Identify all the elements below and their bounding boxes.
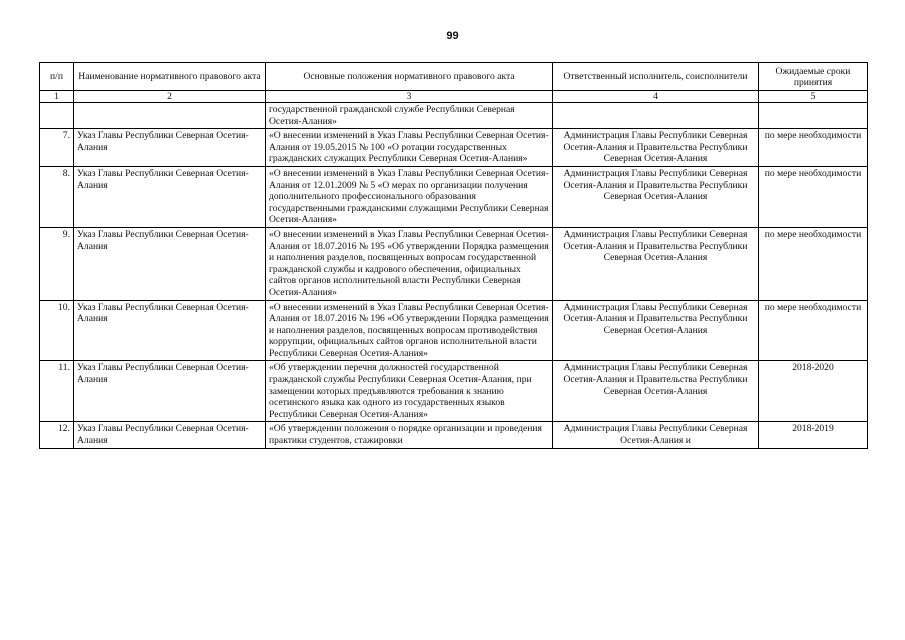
act-due-date: 2018-2020 — [759, 361, 868, 422]
row-number: 7. — [40, 129, 74, 167]
act-responsible — [553, 103, 759, 129]
act-name: Указ Главы Республики Северная Осетия-Алания — [74, 129, 266, 167]
column-number: 3 — [266, 91, 553, 103]
act-name: Указ Главы Республики Северная Осетия-Алания — [74, 166, 266, 227]
row-number: 12. — [40, 422, 74, 448]
row-number: 10. — [40, 300, 74, 361]
header-expected-dates: Ожидаемые сроки принятия — [759, 63, 868, 91]
act-name: Указ Главы Республики Северная Осетия-Алания — [74, 422, 266, 448]
table-row — [40, 300, 868, 361]
legal-acts-table — [39, 62, 868, 449]
act-provisions: «Об утверждении перечня должностей государственной гражданской службы Республики Северная Осетия-Алания, при замещении которых предъявляются требования к знанию осетинского языка как одного из государственных языков Республики Северная Осетия-Алания» — [266, 361, 553, 422]
header-act-name: Наименование нормативного правового акта — [74, 63, 266, 91]
act-responsible: Администрация Главы Республики Северная Осетия-Алания и Правительства Республики Северная Осетия-Алания — [553, 227, 759, 300]
table-row — [40, 166, 868, 227]
row-number: 9. — [40, 227, 74, 300]
act-responsible: Администрация Главы Республики Северная Осетия-Алания и Правительства Республики Северная Осетия-Алания — [553, 300, 759, 361]
act-provisions: «О внесении изменений в Указ Главы Республики Северная Осетия-Алания от 18.07.2016 № 196 «Об утверждении Порядка размещения и наполнения разделов, посвященных вопросам противодействия коррупции, официальных сайтов органов исполнительной власти Республики Северная Осетия-Алания» — [266, 300, 553, 361]
row-number — [40, 103, 74, 129]
act-due-date: по мере необходимости — [759, 300, 868, 361]
table-row — [40, 422, 868, 448]
column-number: 5 — [759, 91, 868, 103]
act-provisions: «Об утверждении положения о порядке организации и проведения практики студентов, стажировки — [266, 422, 553, 448]
act-responsible: Администрация Главы Республики Северная Осетия-Алания и Правительства Республики Северная Осетия-Алания — [553, 166, 759, 227]
header-responsible: Ответственный исполнитель, соисполнители — [553, 63, 759, 91]
column-number: 4 — [553, 91, 759, 103]
act-provisions: государственной гражданской службе Республики Северная Осетия-Алания» — [266, 103, 553, 129]
act-due-date: по мере необходимости — [759, 166, 868, 227]
header-main-provisions: Основные положения нормативного правового акта — [266, 63, 553, 91]
table-header-row — [40, 63, 868, 91]
act-name: Указ Главы Республики Северная Осетия-Алания — [74, 300, 266, 361]
table-row — [40, 129, 868, 167]
act-responsible: Администрация Главы Республики Северная Осетия-Алания и — [553, 422, 759, 448]
page-number: 99 — [446, 30, 459, 42]
act-name: Указ Главы Республики Северная Осетия-Алания — [74, 227, 266, 300]
act-name — [74, 103, 266, 129]
table-row — [40, 103, 868, 129]
act-responsible: Администрация Главы Республики Северная Осетия-Алания и Правительства Республики Северная Осетия-Алания — [553, 129, 759, 167]
column-number: 2 — [74, 91, 266, 103]
act-due-date: по мере необходимости — [759, 227, 868, 300]
act-due-date: 2018-2019 — [759, 422, 868, 448]
table-row — [40, 361, 868, 422]
act-provisions: «О внесении изменений в Указ Главы Республики Северная Осетия-Алания от 19.05.2015 № 100 «О ротации государственных гражданских служащих Республики Северная Осетия-Алания» — [266, 129, 553, 167]
act-provisions: «О внесении изменений в Указ Главы Республики Северная Осетия-Алания от 12.01.2009 № 5 «О мерах по организации получения дополнительного профессионального образования государственными гражданскими служащими Республики Северная Осетия-Алания» — [266, 166, 553, 227]
table-row — [40, 227, 868, 300]
act-responsible: Администрация Главы Республики Северная Осетия-Алания и Правительства Республики Северная Осетия-Алания — [553, 361, 759, 422]
header-number: п/п — [40, 63, 74, 91]
column-number-row — [40, 91, 868, 103]
row-number: 8. — [40, 166, 74, 227]
act-due-date: по мере необходимости — [759, 129, 868, 167]
act-due-date — [759, 103, 868, 129]
act-name: Указ Главы Республики Северная Осетия-Алания — [74, 361, 266, 422]
row-number: 11. — [40, 361, 74, 422]
act-provisions: «О внесении изменений в Указ Главы Республики Северная Осетия-Алания от 18.07.2016 № 195 «Об утверждении Порядка размещения и наполнения разделов, посвященных вопросам государственной гражданской службы и кадрового обеспечения, официальных сайтов органов исполнительной власти Республики Северная Осетия-Алания» — [266, 227, 553, 300]
column-number: 1 — [40, 91, 74, 103]
